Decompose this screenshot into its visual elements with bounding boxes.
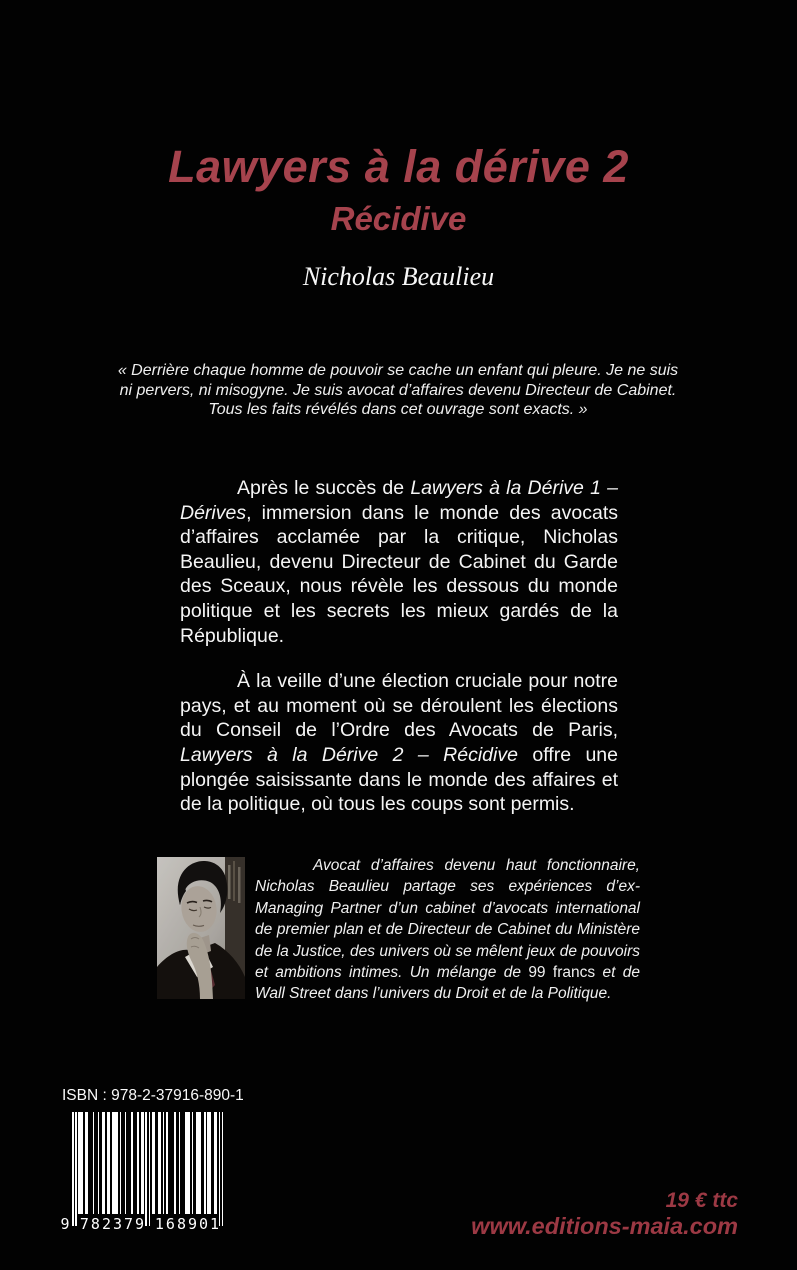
quote-line: Tous les faits révélés dans cet ouvrage sont exacts. » (208, 401, 588, 419)
work-title-99-francs: 99 francs (528, 964, 596, 982)
barcode-digit-group-2: 168901 (154, 1215, 222, 1233)
quote-line: ni pervers, ni misogyne. Je suis avocat d’affaires devenu Directeur de Cabinet. (119, 381, 677, 399)
book-subtitle: Récidive (330, 200, 467, 237)
book-title-reference: Lawyers à la Dérive 2 – Récidive (180, 743, 518, 766)
author-name: Nicholas Beaulieu (302, 262, 495, 291)
price-label: 19 € ttc (665, 1189, 738, 1212)
synopsis-paragraph-1 (180, 476, 618, 648)
bio-text-italic: Avocat d’affaires devenu haut fonctionnaire, Nicholas Beaulieu partage ses expériences d’ex-Managing Partner d’un cabinet d’avocats international de premier plan et de Directeur de Cabinet du Ministère de la Justice, des univers où se mêlent jeux de pouvoirs et ambitions intimes. Un mélange de (255, 857, 640, 982)
quote-line: « Derrière chaque homme de pouvoir se cache un enfant qui pleure. Je ne suis (117, 362, 679, 379)
author-photo (157, 857, 245, 999)
synopsis-text: Après le succès de (237, 477, 411, 499)
bio-paragraph (255, 855, 640, 1005)
synopsis-text: offre une plongée saisissante dans le monde des affaires et de la politique, où tous les coups sont permis. (180, 743, 618, 816)
epigraph-quote (98, 361, 698, 420)
barcode-bars (72, 1112, 224, 1226)
synopsis-text: À la veille d’une élection cruciale pour notre pays, et au moment où se déroulent les élections du Conseil de l’Ordre des Avocats de Paris, (180, 670, 618, 742)
author-bio-section (157, 855, 640, 1005)
synopsis-text: , immersion dans le monde des avocats d’affaires acclamée par la critique, Nicholas Beaulieu, devenu Directeur de Cabinet du Garde des Sceaux, nous révèle les dessous du monde politique et les secrets les mieux gardés de la République. (180, 501, 618, 647)
book-title: Lawyers à la dérive 2 (168, 141, 629, 192)
book-title-reference: Lawyers à la Dérive 1 – Dérives (180, 477, 618, 524)
synopsis (180, 476, 618, 838)
synopsis-paragraph-2 (180, 669, 618, 817)
isbn-label: ISBN : 978-2-37916-890-1 (62, 1087, 244, 1104)
barcode-digit-group-1: 782379 (79, 1215, 147, 1233)
author-bio-text (255, 855, 640, 1005)
barcode-digit-first: 9 (60, 1215, 70, 1233)
bio-text-italic: et de Wall Street dans l’univers du Droit et de la Politique. (255, 964, 640, 1003)
ean13-barcode (60, 1112, 224, 1234)
publisher-website: www.editions-maia.com (471, 1213, 738, 1239)
